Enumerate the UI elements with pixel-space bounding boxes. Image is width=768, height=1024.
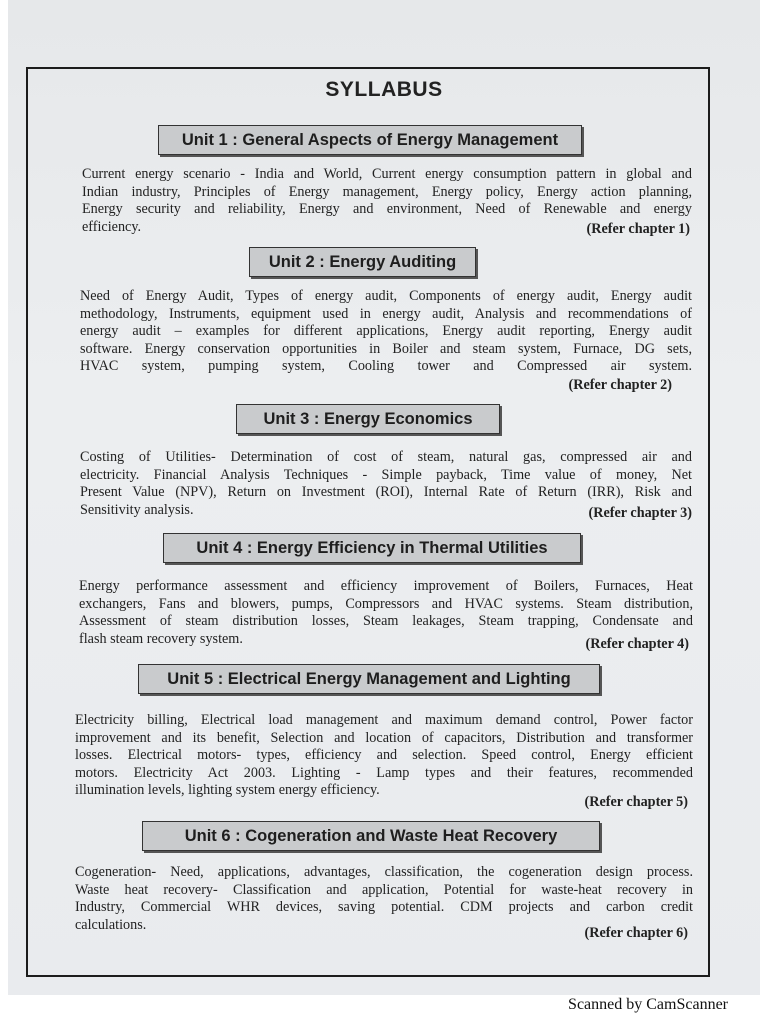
unit-6-description [75, 864, 693, 934]
unit-4-line: flash steam recovery system. [79, 630, 243, 647]
unit-2-line: HVAC system, pumping system, Cooling tower and Compressed air system. [80, 358, 692, 375]
unit-4-line: exchangers, Fans and blowers, pumps, Compressors and HVAC systems. Steam distribution, [79, 595, 693, 612]
unit-3-refer: (Refer chapter 3) [588, 505, 692, 521]
unit-5-line: illumination levels, lighting system energy efficiency. [75, 782, 380, 799]
unit-1-heading: Unit 1 : General Aspects of Energy Management [158, 125, 582, 155]
unit-5-line: Electricity billing, Electrical load management and maximum demand control, Power factor [75, 712, 693, 728]
unit-5-description [75, 712, 693, 800]
unit-5-refer: (Refer chapter 5) [584, 794, 688, 810]
unit-4-line: Assessment of steam distribution losses, Steam leakages, Steam trapping, Condensate and [79, 613, 693, 630]
unit-1-line: efficiency. [82, 218, 142, 235]
unit-5-line: improvement and its benefit, Selection and location of capacitors, Distribution and transformer [75, 729, 693, 746]
unit-3-heading: Unit 3 : Energy Economics [236, 404, 500, 434]
unit-3-line: Present Value (NPV), Return on Investment (ROI), Internal Rate of Return (IRR), Risk and [80, 484, 692, 501]
unit-6-refer: (Refer chapter 6) [584, 925, 688, 941]
unit-6-line: Industry, Commercial WHR devices, saving potential. CDM projects and carbon credit [75, 899, 693, 916]
unit-6-heading: Unit 6 : Cogeneration and Waste Heat Recovery [142, 821, 600, 851]
unit-6-line: Waste heat recovery- Classification and application, Potential for waste-heat recovery in [75, 881, 693, 898]
unit-1-line: Current energy scenario - India and World, Current energy consumption pattern in global and [82, 166, 692, 182]
unit-5-heading: Unit 5 : Electrical Energy Management and Lighting [138, 664, 600, 694]
unit-3-line: electricity. Financial Analysis Techniques - Simple payback, Time value of money, Net [80, 466, 692, 483]
unit-6-line: calculations. [75, 916, 147, 933]
unit-2-line: energy audit – examples for different applications, Energy audit reporting, Energy audit [80, 323, 692, 340]
unit-3-line: Sensitivity analysis. [80, 501, 194, 518]
unit-6-line: Cogeneration- Need, applications, advantages, classification, the cogeneration design process. [75, 864, 693, 880]
unit-3-line: Costing of Utilities- Determination of cost of steam, natural gas, compressed air and [80, 449, 692, 465]
unit-5-line: losses. Electrical motors- types, efficiency and selection. Speed control, Energy efficient [75, 747, 693, 764]
unit-4-refer: (Refer chapter 4) [585, 636, 689, 652]
scanner-watermark: Scanned by CamScanner [568, 996, 728, 1013]
unit-2-refer: (Refer chapter 2) [568, 377, 672, 393]
unit-5-line: motors. Electricity Act 2003. Lighting - Lamp types and their features, recommended [75, 764, 693, 781]
unit-2-line: methodology, Instruments, equipment used in energy audit, Analysis and recommendations of [80, 305, 692, 322]
page-title: SYLLABUS [325, 78, 443, 101]
unit-2-line: Need of Energy Audit, Types of energy audit, Components of energy audit, Energy audit [80, 288, 692, 304]
unit-2-line: software. Energy conservation opportunities in Boiler and steam system, Furnace, DG sets, [80, 340, 692, 357]
unit-4-line: Energy performance assessment and efficiency improvement of Boilers, Furnaces, Heat [79, 578, 693, 594]
unit-1-refer: (Refer chapter 1) [586, 221, 690, 237]
unit-1-line: Energy security and reliability, Energy and environment, Need of Renewable and energy [82, 201, 692, 218]
unit-4-heading: Unit 4 : Energy Efficiency in Thermal Utilities [163, 533, 581, 563]
unit-2-description [80, 288, 692, 376]
unit-1-line: Indian industry, Principles of Energy management, Energy policy, Energy action planning, [82, 183, 692, 200]
unit-2-heading: Unit 2 : Energy Auditing [249, 247, 476, 277]
